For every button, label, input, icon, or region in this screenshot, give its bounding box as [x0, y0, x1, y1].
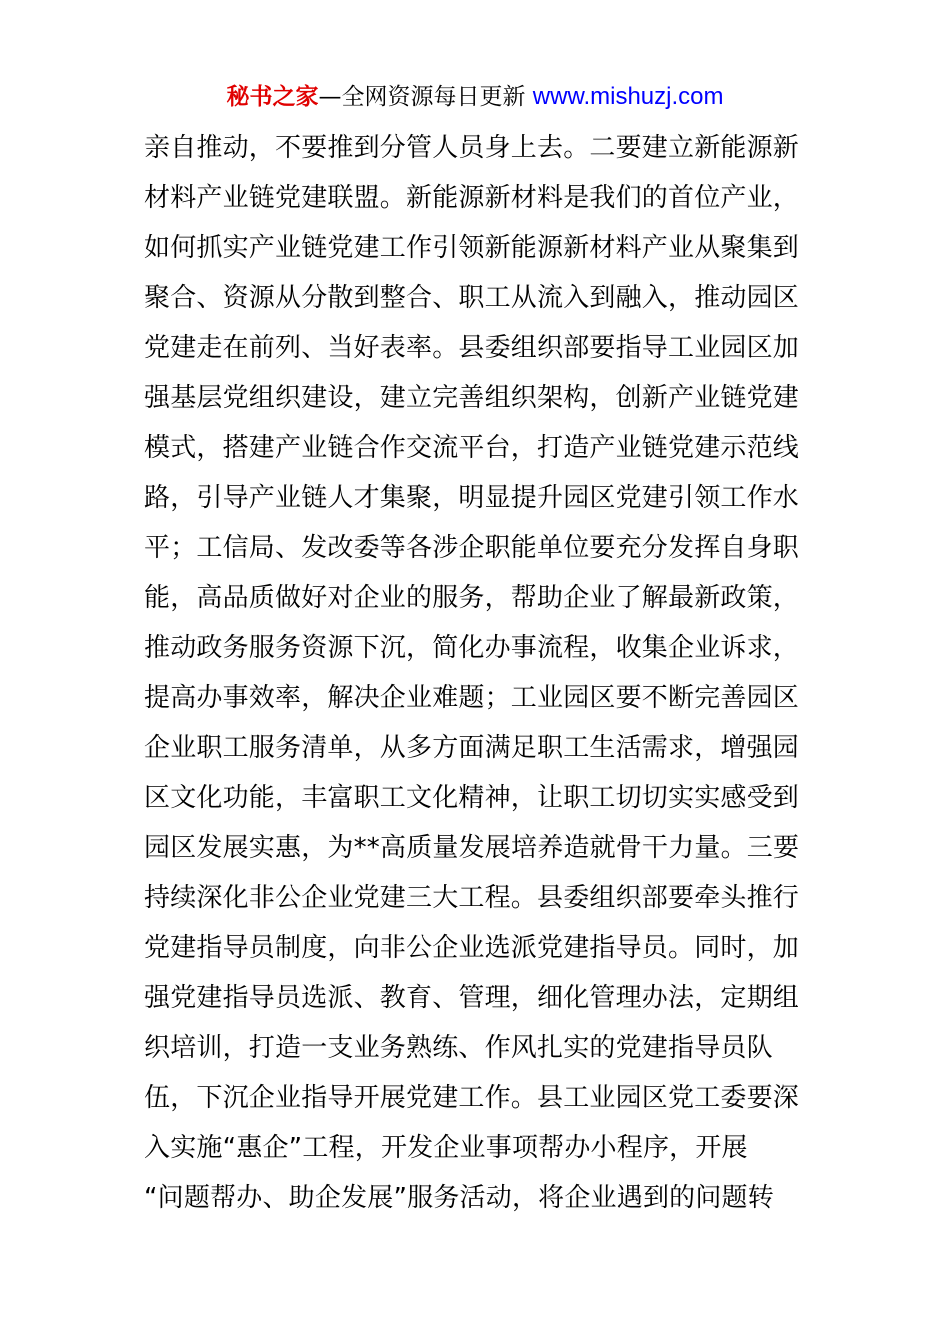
body-line: 亲自推动，不要推到分管人员身上去。二要建立新能源新: [144, 133, 800, 163]
site-url[interactable]: www.mishuzj.com: [532, 83, 724, 110]
body-line: 强党建指导员选派、教育、管理，细化管理办法，定期组: [144, 983, 800, 1013]
body-line: 区文化功能，丰富职工文化精神，让职工切切实实感受到: [144, 783, 800, 813]
body-line: 如何抓实产业链党建工作引领新能源新材料产业从聚集到: [144, 233, 800, 263]
body-line: 聚合、资源从分散到整合、职工从流入到融入，推动园区: [144, 283, 800, 313]
site-header: [0, 80, 950, 114]
body-line: 材料产业链党建联盟。新能源新材料是我们的首位产业，: [144, 183, 800, 213]
body-line: 党建走在前列、当好表率。县委组织部要指导工业园区加: [144, 333, 800, 363]
document-body: [144, 123, 814, 1223]
body-line: 园区发展实惠，为**高质量发展培养造就骨干力量。三要: [144, 833, 800, 863]
body-line: 能，高品质做好对企业的服务，帮助企业了解最新政策，: [144, 583, 800, 613]
header-tagline: —全网资源每日更新: [318, 84, 526, 110]
body-line: 提高办事效率，解决企业难题；工业园区要不断完善园区: [144, 683, 800, 713]
body-line: 路，引导产业链人才集聚，明显提升园区党建引领工作水: [144, 483, 800, 513]
body-line: “问题帮办、助企发展”服务活动，将企业遇到的问题转: [144, 1183, 774, 1213]
body-line: 平；工信局、发改委等各涉企职能单位要充分发挥自身职: [144, 533, 800, 563]
brand-name: 秘书之家: [226, 84, 319, 110]
body-line: 推动政务服务资源下沉，简化办事流程，收集企业诉求，: [144, 633, 800, 663]
body-line: 持续深化非公企业党建三大工程。县委组织部要牵头推行: [144, 883, 800, 913]
body-line: 入实施“惠企”工程，开发企业事项帮办小程序，开展: [144, 1133, 748, 1163]
body-line: 企业职工服务清单，从多方面满足职工生活需求，增强园: [144, 733, 800, 763]
body-line: 党建指导员制度，向非公企业选派党建指导员。同时，加: [144, 933, 800, 963]
body-line: 强基层党组织建设，建立完善组织架构，创新产业链党建: [144, 383, 800, 413]
body-line: 伍，下沉企业指导开展党建工作。县工业园区党工委要深: [144, 1083, 800, 1113]
body-line: 织培训，打造一支业务熟练、作风扎实的党建指导员队: [144, 1033, 773, 1063]
body-line: 模式，搭建产业链合作交流平台，打造产业链党建示范线: [144, 433, 800, 463]
